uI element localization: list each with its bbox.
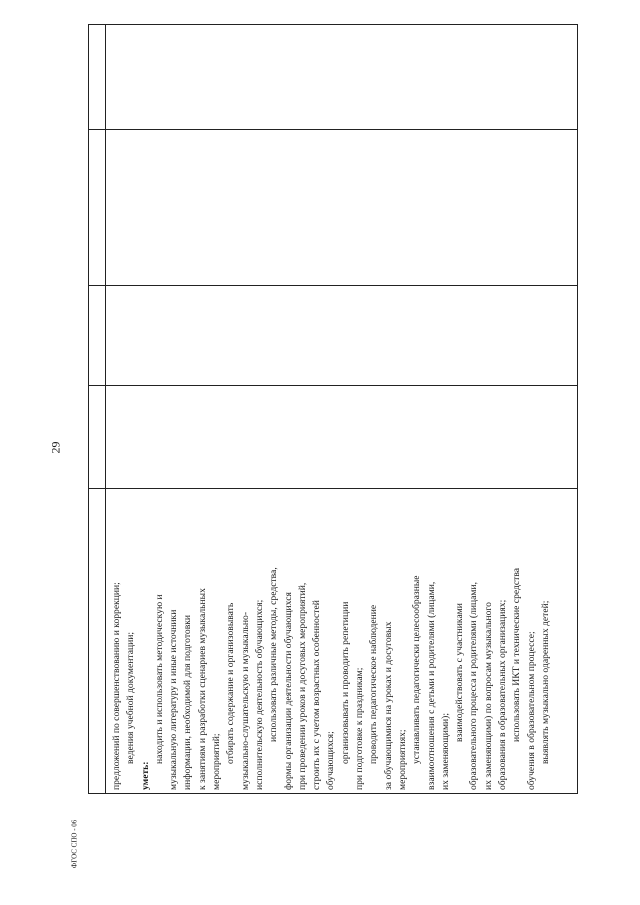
skills-line: при проведении уроков и досуговых мероприятий, [296,582,308,790]
skills-line: взаимоотношения с детьми и родителями (лицами, [425,581,437,790]
skills-line: ведения учебной документации; [125,631,137,764]
skills-line: обучения в образовательном процессе; [525,631,537,790]
table-row-blank [88,24,106,794]
skills-line: уметь: [139,761,151,790]
skills-line: выявлять музыкально одаренных детей; [539,600,551,764]
skills-line: устанавливать педагогически целесообразные [411,575,423,764]
skills-line: музыкальную литературу и иные источники [168,609,180,790]
skills-line: предложений по совершенствованию и коррекции; [111,582,122,790]
skills-line: информации, необходимой для подготовки [182,614,194,790]
skills-line: отбирать содержание и организовывать [225,602,237,764]
skills-line: за обучающимися на уроках и досуговых [382,621,394,790]
skills-line: находить и использовать методическую и [153,594,165,764]
skills-line: исполнительскую деятельность обучающихся; [253,599,265,790]
skills-line: их заменяющими); [439,712,451,790]
table-border-right [88,24,578,25]
skills-line: строить их с учетом возрастных особенностей [311,600,323,790]
column-divider [88,129,578,130]
column-divider [88,385,578,386]
skills-cell [106,489,578,794]
skills-line: формы организации деятельности обучающихся [282,592,294,790]
skills-line: при подготовке к праздникам; [354,667,366,790]
skills-line: использовать различные методы, средства, [268,567,280,742]
skills-line: музыкально-слушательскую и музыкально- [239,611,251,790]
skills-line: мероприятий; [211,733,223,790]
skills-line: проводить педагогическое наблюдение [368,604,380,764]
skills-line: использовать ИКТ и технические средства [511,568,523,742]
requirements-table [88,24,578,794]
skills-line: их заменяющими) по вопросам музыкального [482,602,494,790]
skills-line: взаимодействовать с участниками [454,603,466,742]
skills-line: организовывать и проводить репетиции [339,601,351,764]
skills-line: обучающихся; [325,731,337,790]
document-footer: ФГОС СПО - 06 [70,819,79,869]
skills-line: мероприятиях; [396,729,408,790]
skills-line: образования в образовательных организациях; [497,599,509,790]
requirements-table-wrapper [88,24,578,794]
skills-line: к занятиям и разработки сценариев музыкальных [196,588,208,790]
skills-line: образовательного процесса и родителями (лицами, [468,582,480,790]
column-divider [88,285,578,286]
page-number: 29 [48,441,63,454]
